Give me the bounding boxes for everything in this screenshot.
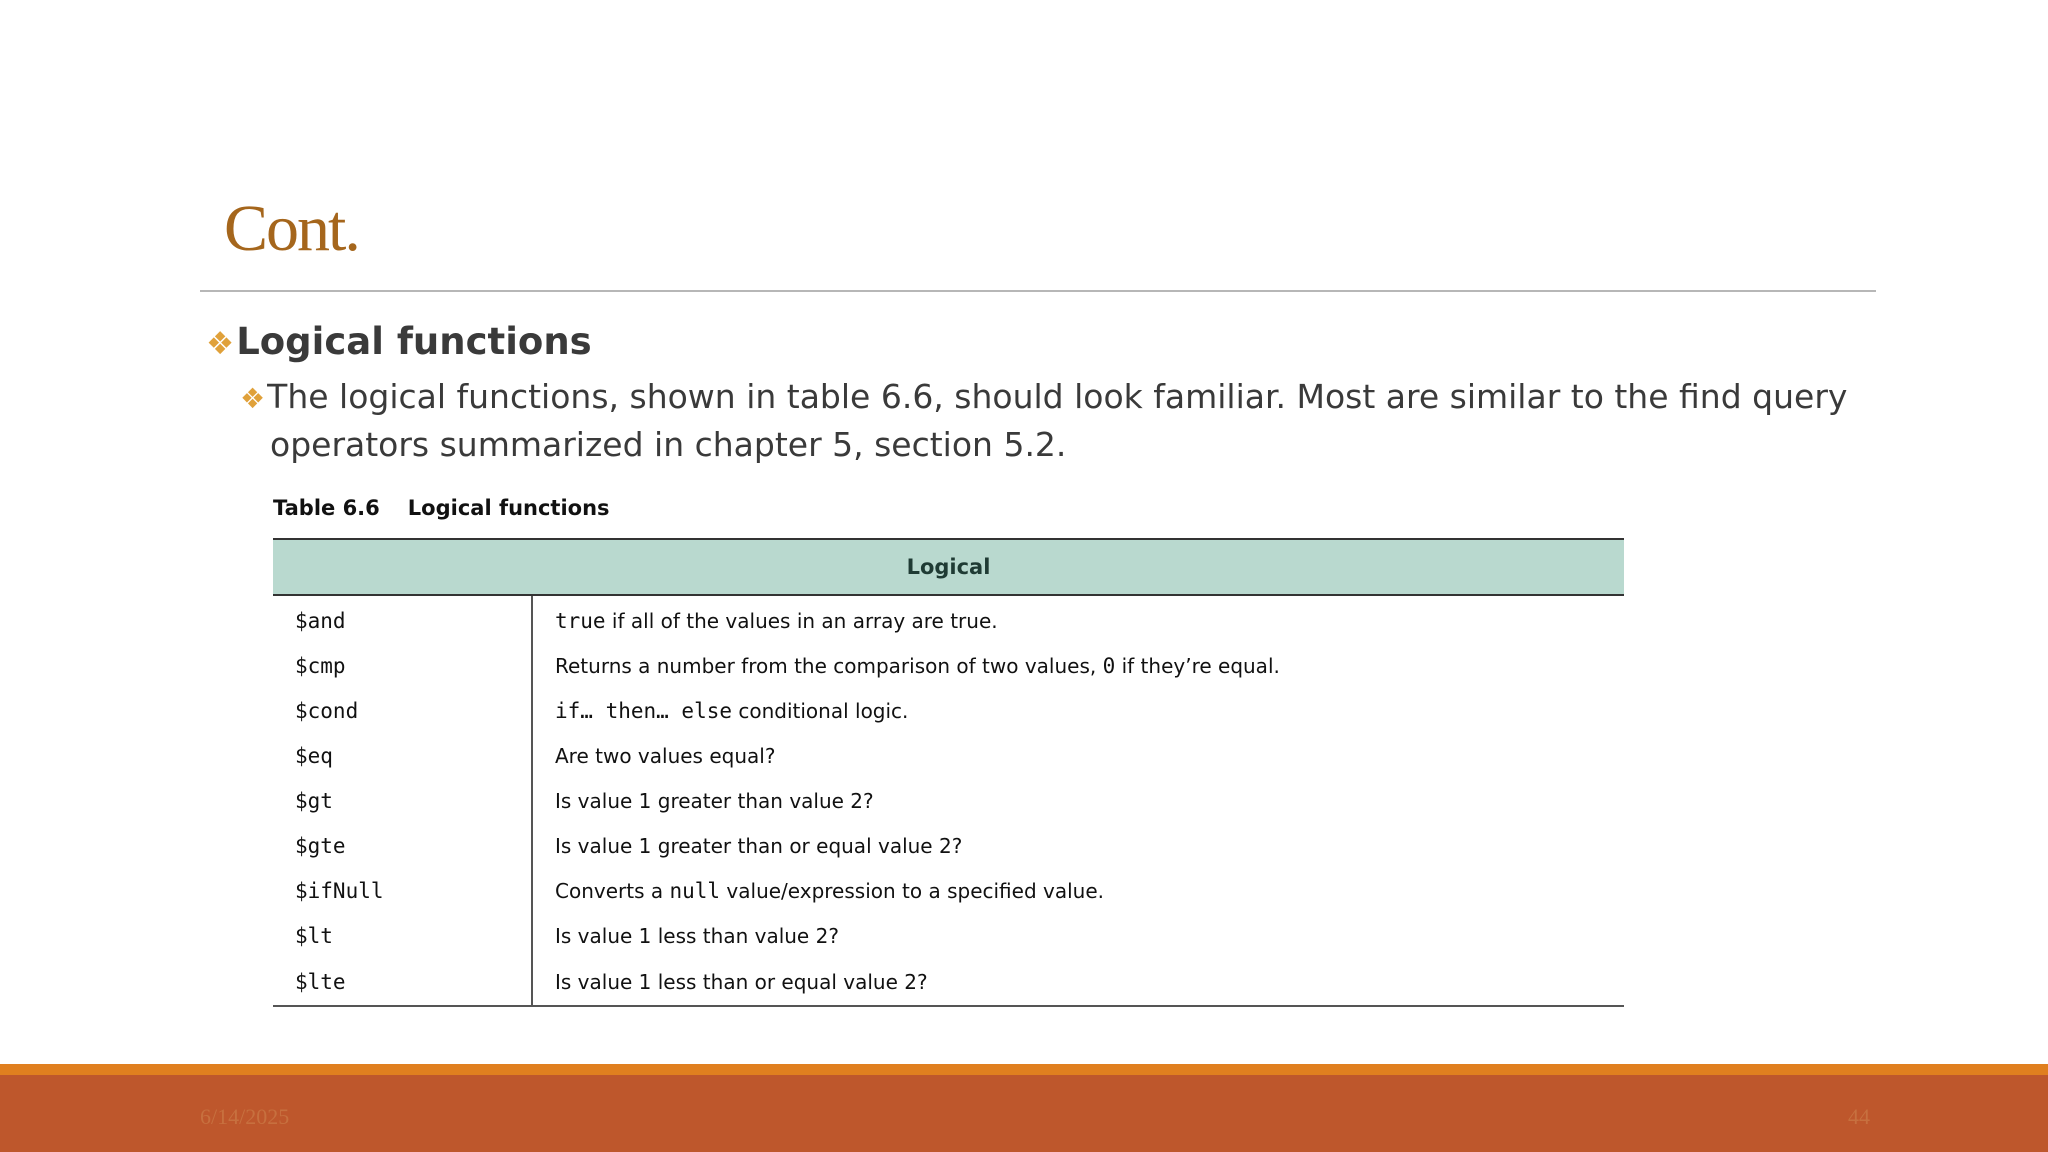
description-text: conditional logic. xyxy=(732,698,909,723)
slide-title: Cont. xyxy=(224,192,359,265)
description-text: value/expression to a specified value. xyxy=(720,878,1104,903)
function-description xyxy=(532,643,1624,688)
table-row xyxy=(273,868,1624,913)
footer-accent-line xyxy=(0,1064,2048,1075)
title-divider xyxy=(200,290,1876,292)
description-text: Is value 1 greater than or equal value 2? xyxy=(555,833,963,858)
code-text: true xyxy=(555,608,606,633)
function-description xyxy=(532,868,1624,913)
table-header: Logical xyxy=(273,539,1624,595)
table-row xyxy=(273,778,1624,823)
function-name: $gte xyxy=(273,823,532,868)
table-row xyxy=(273,958,1624,1006)
table-row xyxy=(273,688,1624,733)
table-row xyxy=(273,643,1624,688)
function-name: $ifNull xyxy=(273,868,532,913)
diamond-bullet-icon: ❖ xyxy=(240,382,266,415)
function-description xyxy=(532,958,1624,1006)
description-text: Is value 1 greater than value 2? xyxy=(555,788,874,813)
code-text: 0 xyxy=(1102,653,1116,678)
function-description xyxy=(532,778,1624,823)
description-text: Is value 1 less than or equal value 2? xyxy=(555,969,928,994)
table-row xyxy=(273,595,1624,643)
function-name: $cond xyxy=(273,688,532,733)
function-name: $gt xyxy=(273,778,532,823)
function-description xyxy=(532,595,1624,643)
description-text: if all of the values in an array are true. xyxy=(605,608,998,633)
function-description xyxy=(532,688,1624,733)
footer-band xyxy=(0,1075,2048,1152)
bullet-level1 xyxy=(206,318,592,368)
description-text: Are two values equal? xyxy=(555,743,776,768)
function-description xyxy=(532,913,1624,958)
table-caption-title: Logical functions xyxy=(407,496,610,520)
table-row xyxy=(273,733,1624,778)
bullet-level1-text: Logical functions xyxy=(236,320,592,363)
description-text: if they’re equal. xyxy=(1115,653,1280,678)
table-caption xyxy=(273,496,610,520)
function-name: $cmp xyxy=(273,643,532,688)
page-number: 44 xyxy=(1848,1104,1870,1129)
diamond-bullet-icon: ❖ xyxy=(206,326,235,362)
bullet-level2-text: The logical functions, shown in table 6.6, should look familiar. Most are similar to the find query operators summarized in chapter 5, section 5.2. xyxy=(267,377,1848,464)
description-text: Is value 1 less than value 2? xyxy=(555,923,839,948)
table-row xyxy=(273,913,1624,958)
code-text: null xyxy=(669,878,721,903)
function-name: $and xyxy=(273,595,532,643)
description-text: Returns a number from the comparison of two values, xyxy=(555,653,1103,678)
function-description xyxy=(532,823,1624,868)
footer-date: 6/14/2025 xyxy=(200,1104,290,1129)
table-row xyxy=(273,823,1624,868)
function-description xyxy=(532,733,1624,778)
logical-functions-table xyxy=(273,538,1624,1007)
function-name: $eq xyxy=(273,733,532,778)
code-text: if… then… else xyxy=(555,698,733,723)
function-name: $lte xyxy=(273,958,532,1006)
function-name: $lt xyxy=(273,913,532,958)
bullet-level2 xyxy=(240,374,1930,468)
table-body xyxy=(273,595,1624,1006)
description-text: Converts a xyxy=(555,878,670,903)
table-caption-number: Table 6.6 xyxy=(273,496,380,520)
